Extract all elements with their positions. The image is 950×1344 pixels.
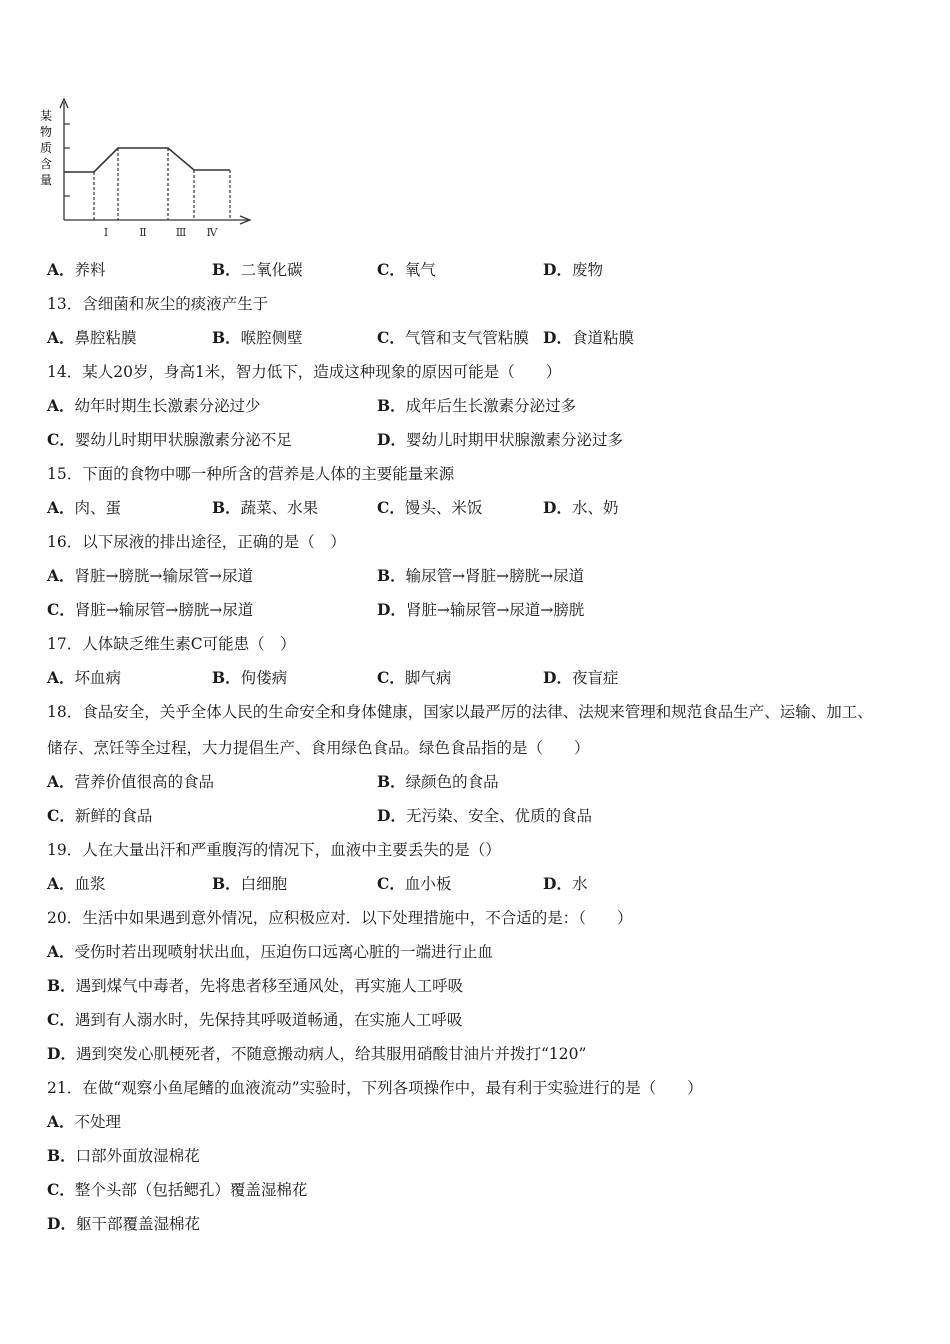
- option-label: B．: [377, 772, 406, 791]
- q18-stem-line2: 储存、烹饪等全过程，大力提倡生产、食用绿色食品。绿色食品指的是（ ）: [47, 739, 590, 757]
- q14-option-b[interactable]: [377, 396, 576, 416]
- option-text: 白细胞: [240, 875, 288, 893]
- option-label: C．: [47, 806, 75, 825]
- q13-option-d[interactable]: [543, 328, 634, 348]
- option-label: A．: [47, 772, 75, 791]
- option-text: 鼻腔粘膜: [74, 329, 137, 347]
- q21-option-b[interactable]: [47, 1146, 200, 1166]
- q17-option-c[interactable]: [377, 668, 451, 688]
- q13-option-b[interactable]: [212, 328, 303, 348]
- x-tick-label: Ⅲ: [175, 226, 187, 239]
- option-label: D．: [377, 806, 406, 825]
- q17-option-b[interactable]: [212, 668, 287, 688]
- option-label: C．: [47, 1010, 75, 1029]
- substance-content-chart: [38, 96, 258, 244]
- option-label: A．: [47, 260, 75, 279]
- option-text: 不处理: [74, 1113, 122, 1131]
- option-label: A．: [47, 328, 75, 347]
- q14-option-c[interactable]: [47, 430, 292, 450]
- option-text: 水: [571, 875, 588, 893]
- option-text: 躯干部覆盖湿棉花: [75, 1215, 200, 1233]
- option-text: 整个头部（包括鳃孔）覆盖湿棉花: [74, 1181, 308, 1199]
- option-label: C．: [47, 1180, 75, 1199]
- option-label: D．: [543, 668, 572, 687]
- option-label: B．: [47, 1146, 76, 1165]
- q13-stem: 13．含细菌和灰尘的痰液产生于: [47, 295, 269, 313]
- option-text: 食道粘膜: [571, 329, 634, 347]
- q12-option-a[interactable]: [47, 260, 106, 280]
- option-label: C．: [47, 430, 75, 449]
- option-text: 二氧化碳: [240, 261, 303, 279]
- q18-option-c[interactable]: [47, 806, 152, 826]
- option-text: 气管和支气管粘膜: [404, 329, 529, 347]
- option-label: A．: [47, 396, 75, 415]
- option-text: 遇到煤气中毒者，先将患者移至通风处，再实施人工呼吸: [75, 977, 464, 995]
- option-text: 水、奶: [571, 499, 619, 517]
- option-text: 遇到有人溺水时，先保持其呼吸道畅通，在实施人工呼吸: [74, 1011, 463, 1029]
- option-text: 蔬菜、水果: [240, 499, 319, 517]
- content-line: [64, 148, 230, 172]
- option-label: A．: [47, 668, 75, 687]
- x-tick-label: Ⅱ: [139, 226, 147, 239]
- option-text: 血浆: [74, 875, 106, 893]
- q21-stem: 21．在做“观察小鱼尾鳍的血液流动”实验时，下列各项操作中，最有利于实验进行的是（ ）: [47, 1079, 703, 1097]
- option-text: 绿颜色的食品: [405, 773, 499, 791]
- q19-option-b[interactable]: [212, 874, 287, 894]
- y-axis-label-char: 量: [39, 173, 53, 187]
- option-label: C．: [377, 498, 405, 517]
- q17-stem: 17．人体缺乏维生素C可能患（ ）: [47, 635, 296, 653]
- option-label: B．: [47, 976, 76, 995]
- q19-stem: 19．人在大量出汗和严重腹泻的情况下，血液中主要丢失的是（）: [47, 841, 501, 859]
- q15-option-c[interactable]: [377, 498, 482, 518]
- option-text: 肾脏→膀胱→输尿管→尿道: [74, 567, 253, 585]
- q15-option-b[interactable]: [212, 498, 318, 518]
- y-axis-label: [40, 109, 52, 187]
- q18-option-d[interactable]: [377, 806, 592, 826]
- option-label: C．: [377, 874, 405, 893]
- option-text: 无污染、安全、优质的食品: [405, 807, 592, 825]
- option-label: C．: [377, 260, 405, 279]
- option-label: D．: [377, 600, 406, 619]
- option-label: A．: [47, 874, 75, 893]
- option-text: 新鲜的食品: [74, 807, 153, 825]
- option-text: 肾脏→输尿管→尿道→膀胱: [405, 601, 585, 619]
- q21-option-a[interactable]: [47, 1112, 121, 1132]
- option-label: C．: [47, 600, 75, 619]
- x-tick-label: Ⅰ: [103, 226, 109, 239]
- q20-option-c[interactable]: [47, 1010, 462, 1030]
- q16-option-a[interactable]: [47, 566, 253, 586]
- option-text: 婴幼儿时期甲状腺激素分泌过多: [405, 431, 623, 449]
- q18-stem-line1: 18．食品安全，关乎全体人民的生命安全和身体健康，国家以最严厉的法律、法规来管理和规范食品生产、运输、加工、: [47, 703, 873, 721]
- q20-option-a[interactable]: [47, 942, 493, 962]
- option-label: A．: [47, 498, 75, 517]
- option-text: 馒头、米饭: [404, 499, 483, 517]
- y-axis-label-char: 质: [39, 141, 53, 155]
- q15-stem: 15．下面的食物中哪一种所含的营养是人体的主要能量来源: [47, 465, 455, 483]
- option-label: B．: [212, 260, 241, 279]
- q19-option-c[interactable]: [377, 874, 451, 894]
- option-text: 喉腔侧壁: [240, 329, 303, 347]
- q12-option-c[interactable]: [377, 260, 436, 280]
- option-label: A．: [47, 1112, 75, 1131]
- option-text: 肾脏→输尿管→膀胱→尿道: [74, 601, 254, 619]
- q20-option-d[interactable]: [47, 1044, 586, 1064]
- q13-option-a[interactable]: [47, 328, 137, 348]
- option-label: B．: [212, 498, 241, 517]
- option-text: 婴幼儿时期甲状腺激素分泌不足: [74, 431, 292, 449]
- q21-option-c[interactable]: [47, 1180, 307, 1200]
- option-text: 口部外面放湿棉花: [75, 1147, 200, 1165]
- option-text: 夜盲症: [571, 669, 619, 687]
- option-label: D．: [543, 498, 572, 517]
- option-text: 遇到突发心肌梗死者，不随意搬动病人，给其服用硝酸甘油片并拨打“120”: [75, 1045, 587, 1063]
- option-label: B．: [212, 874, 241, 893]
- y-axis-label-char: 含: [39, 157, 53, 171]
- q20-stem: 20．生活中如果遇到意外情况，应积极应对．以下处理措施中，不合适的是：（ ）: [47, 909, 633, 927]
- q21-option-d[interactable]: [47, 1214, 200, 1234]
- option-text: 幼年时期生长激素分泌过少: [74, 397, 261, 415]
- option-text: 佝偻病: [240, 669, 288, 687]
- q19-option-a[interactable]: [47, 874, 106, 894]
- x-tick-label: Ⅳ: [206, 226, 218, 239]
- q16-option-c[interactable]: [47, 600, 253, 620]
- option-text: 成年后生长激素分泌过多: [405, 397, 577, 415]
- option-text: 肉、蛋: [74, 499, 122, 517]
- y-axis-label-char: 某: [39, 109, 53, 123]
- q16-option-b[interactable]: [377, 566, 584, 586]
- q17-option-d[interactable]: [543, 668, 618, 688]
- option-text: 营养价值很高的食品: [74, 773, 215, 791]
- q15-option-d[interactable]: [543, 498, 618, 518]
- option-text: 氧气: [404, 261, 436, 279]
- q18-option-a[interactable]: [47, 772, 214, 792]
- option-label: C．: [377, 328, 405, 347]
- option-text: 输尿管→肾脏→膀胱→尿道: [405, 567, 585, 585]
- option-label: A．: [47, 942, 75, 961]
- option-label: B．: [212, 668, 241, 687]
- q19-option-d[interactable]: [543, 874, 587, 894]
- option-label: D．: [47, 1044, 76, 1063]
- q14-option-a[interactable]: [47, 396, 261, 416]
- q18-option-b[interactable]: [377, 772, 499, 792]
- q16-stem: 16．以下尿液的排出途径，正确的是（ ）: [47, 533, 346, 551]
- option-text: 受伤时若出现喷射状出血，压迫伤口远离心脏的一端进行止血: [74, 943, 494, 961]
- option-label: B．: [377, 396, 406, 415]
- option-text: 血小板: [404, 875, 452, 893]
- option-label: D．: [543, 260, 572, 279]
- q14-option-d[interactable]: [377, 430, 623, 450]
- q14-stem: 14．某人20岁，身高1米，智力低下，造成这种现象的原因可能是（ ）: [47, 363, 562, 381]
- option-text: 脚气病: [404, 669, 452, 687]
- option-label: D．: [47, 1214, 76, 1233]
- option-label: D．: [377, 430, 406, 449]
- q13-option-c[interactable]: [377, 328, 529, 348]
- q17-option-a[interactable]: [47, 668, 121, 688]
- q20-option-b[interactable]: [47, 976, 463, 996]
- q12-option-b[interactable]: [212, 260, 303, 280]
- option-label: D．: [543, 874, 572, 893]
- option-label: B．: [212, 328, 241, 347]
- option-label: D．: [543, 328, 572, 347]
- option-text: 废物: [571, 261, 603, 279]
- option-label: A．: [47, 566, 75, 585]
- y-axis-label-char: 物: [39, 125, 53, 139]
- q15-option-a[interactable]: [47, 498, 121, 518]
- option-label: C．: [377, 668, 405, 687]
- q16-option-d[interactable]: [377, 600, 584, 620]
- option-text: 养料: [74, 261, 106, 279]
- option-text: 坏血病: [74, 669, 122, 687]
- option-label: B．: [377, 566, 406, 585]
- q12-option-d[interactable]: [543, 260, 603, 280]
